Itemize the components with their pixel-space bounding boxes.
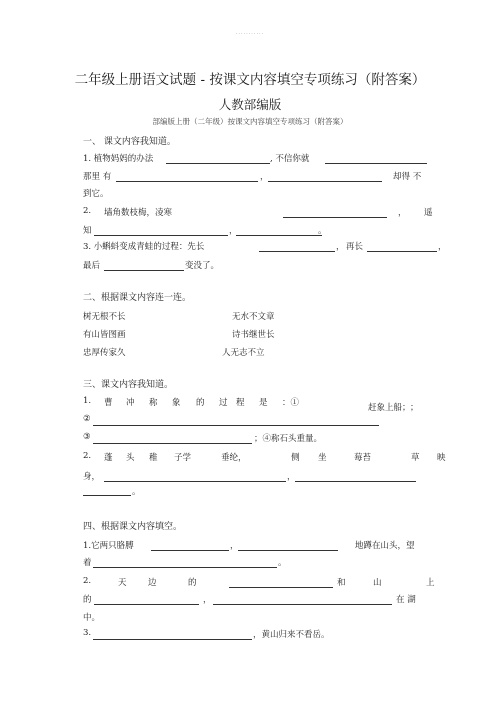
section3-heading: 三、课文内容我知道。: [83, 380, 174, 390]
s4q2-c6: 上: [426, 578, 435, 588]
s1q3-blank-2[interactable]: [367, 251, 437, 252]
s1q1-blank-2[interactable]: [325, 163, 427, 164]
s4q2-line2b: ，: [203, 595, 212, 605]
s3q2-c7: 坐: [318, 453, 327, 463]
s1q2-text: 墙角数枝梅，凌寒: [104, 208, 173, 218]
s1q1-line2a: 那里 有: [83, 172, 112, 182]
s3q1-c2: 冲: [126, 398, 135, 408]
s3q1-line3b: ；④称石头重量。: [254, 434, 323, 444]
s1q1-prefix: 1. 植物妈妈的办法: [83, 154, 154, 164]
s4q2-line2a: 的: [83, 595, 92, 605]
s3q2-c3: 稚: [149, 453, 158, 463]
s4q3-blank-1[interactable]: [93, 639, 252, 640]
s4q1-prefix: 1.它两只胳膊: [83, 541, 134, 551]
s2-right-1[interactable]: 无水不文章: [232, 312, 275, 322]
s1q2-line2c: 。: [318, 226, 327, 236]
s3q2-c9: 草: [411, 453, 420, 463]
source-line: 部编版上册（二年级）按课文内容填空专项练习（附答案）: [152, 117, 348, 126]
s4q2-line3: 中。: [83, 613, 101, 623]
s1q2-line2a: 知: [83, 226, 92, 236]
s3q2-blank-2[interactable]: [295, 481, 416, 482]
page-subtitle: 人教部编版: [218, 97, 282, 112]
s4q3-end: ，黄山归来不看岳。: [253, 630, 330, 640]
s3q2-line3-end: 。: [132, 487, 141, 497]
s1q1-mid: , 不信你就: [270, 154, 310, 164]
section1-heading: 一、 课文内容我知道。: [83, 137, 176, 147]
s4q1-end: 地蹲在山头，望: [355, 541, 415, 551]
s1q3-end: ，: [438, 242, 447, 252]
s4q1-line2a: 着: [83, 558, 92, 568]
s3q1-line2: ②: [83, 414, 91, 424]
s2-left-1[interactable]: 树无根不长: [83, 312, 126, 322]
s3q2-c6: 侧: [291, 453, 300, 463]
s4q2-c1: 天: [118, 578, 127, 588]
s3q1-side-end: ；: [410, 403, 419, 413]
s2-left-3[interactable]: 忠厚传家久: [83, 348, 126, 358]
s2-left-2[interactable]: 有山皆图画: [83, 330, 126, 340]
s1q2-end: 遥: [424, 208, 433, 218]
s4q2-c2: 边: [148, 578, 157, 588]
s1q2-prefix: 2.: [83, 206, 92, 216]
s3q1-c4: 象: [172, 398, 181, 408]
s4q2-c0: 2.: [83, 576, 92, 586]
s2-right-3[interactable]: 人无志不立: [222, 348, 265, 358]
section4-heading: 四、根据课文内容填空。: [83, 522, 183, 532]
s3q2-c5: 垂纶，: [221, 453, 247, 463]
s3q1-c5: 的: [196, 398, 205, 408]
s1q3-blank-1[interactable]: [259, 251, 335, 252]
s3q2-c4: 子学: [174, 453, 192, 463]
s3q2-c10: 映: [437, 453, 446, 463]
s3q1-blank-2[interactable]: [93, 443, 252, 444]
section2-heading: 二、根据课文内容连一连。: [83, 293, 192, 303]
s3q1-c8: 是: [259, 398, 268, 408]
s4q2-blank-3[interactable]: [213, 604, 392, 605]
s3q2-blank-1[interactable]: [104, 481, 286, 482]
s3q2-c8: 莓苔: [354, 453, 372, 463]
s1q3-line2b: 变没了。: [185, 261, 220, 271]
s4q2-c4: 和: [337, 578, 346, 588]
s4q1-line2b: 。: [278, 558, 287, 568]
s1q1-line2c: 却得 不: [393, 172, 422, 182]
s3q1-c9: ：①: [282, 398, 300, 408]
s1q3-blank-3[interactable]: [104, 270, 184, 271]
s4q1-blank-1[interactable]: [151, 550, 229, 551]
s1q1-line2b: ，: [260, 172, 269, 182]
s4q1-blank-2[interactable]: [238, 550, 338, 551]
s1q2-blank-1[interactable]: [283, 217, 387, 218]
s1q1-line3: 到它。: [83, 189, 109, 199]
s3q2-blank-3[interactable]: [83, 495, 131, 496]
s4q2-c3: 的: [188, 578, 197, 588]
s3q1-side: 赶象上船；: [368, 403, 411, 413]
s1q2-blank-3[interactable]: [236, 235, 322, 236]
s3q1-c3: 称: [149, 398, 158, 408]
s3q2-c2: 头: [126, 453, 135, 463]
s4q1-mid: ，: [230, 541, 239, 551]
s3q2-c1: 蓬: [104, 453, 113, 463]
s3q2-line2b: ，: [287, 472, 296, 482]
s1q1-blank-4[interactable]: [268, 181, 382, 182]
s3q2-line2a: 身，: [83, 472, 101, 482]
s1q3-line2a: 最后: [83, 261, 101, 271]
s3q1-c0: 1.: [83, 396, 92, 406]
s3q2-c0: 2.: [83, 451, 92, 461]
s4q2-line2c: 在 湖: [396, 595, 416, 605]
s3q1-c1: 曹: [104, 398, 113, 408]
s2-right-2[interactable]: 诗书继世长: [232, 330, 275, 340]
s4q3-prefix: 3.: [83, 628, 92, 638]
s3q1-line3a: ③: [83, 432, 91, 442]
s3q1-c7: 程: [236, 398, 245, 408]
s1q3-mid: ，: [336, 242, 345, 252]
s1q2-blank-2[interactable]: [94, 235, 228, 236]
s1q1-blank-3[interactable]: [116, 181, 258, 182]
s1q2-line2b: ，: [229, 226, 238, 236]
s1q3-mid2: 再长: [346, 242, 364, 252]
page-title: 二年级上册语文试题 - 按课文内容填空专项练习（附答案）: [74, 72, 426, 88]
s1q2-comma: ，: [398, 208, 407, 218]
s3q1-blank-1[interactable]: [93, 425, 379, 426]
s3q1-c6: 过: [219, 398, 228, 408]
s4q2-blank-2[interactable]: [94, 604, 199, 605]
s4q2-c5: 山: [373, 578, 382, 588]
s1q1-blank-1[interactable]: [166, 163, 270, 164]
header-mark: ...........: [235, 30, 265, 36]
s1q3-prefix: 3. 小蝌蚪变成青蛙的过程：先长: [83, 242, 205, 252]
s4q1-blank-3[interactable]: [93, 567, 277, 568]
s4q2-blank-1[interactable]: [229, 587, 333, 588]
